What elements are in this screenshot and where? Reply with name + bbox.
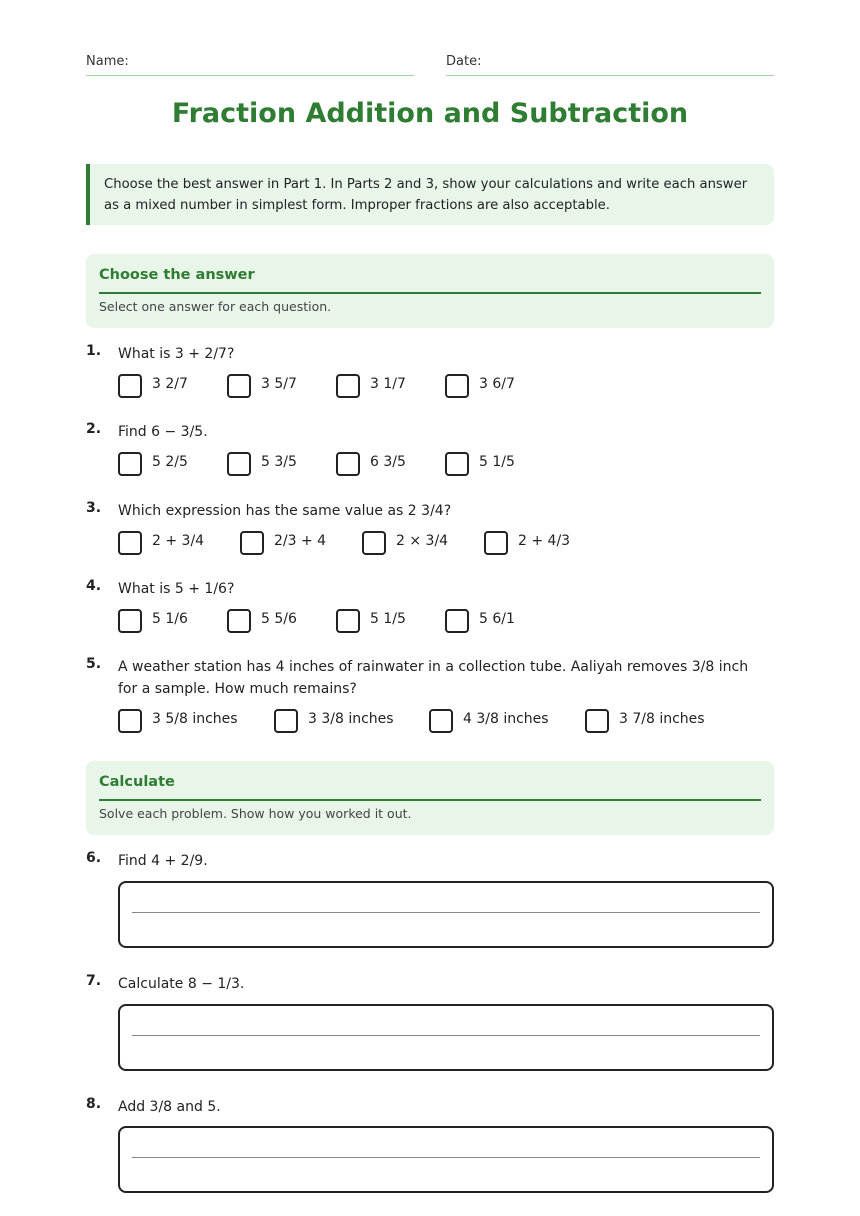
choice-label: 2 + 3/4 bbox=[152, 533, 205, 549]
checkbox[interactable] bbox=[336, 609, 360, 633]
checkbox[interactable] bbox=[445, 609, 469, 633]
checkbox[interactable] bbox=[227, 452, 251, 476]
checkbox[interactable] bbox=[336, 452, 360, 476]
question-text: Calculate 8 − 1/3. bbox=[118, 976, 245, 992]
choice-label: 3 2/7 bbox=[152, 376, 188, 392]
worksheet-title: Fraction Addition and Subtraction bbox=[171, 98, 689, 129]
section-title: Choose the answer bbox=[99, 265, 761, 294]
question-number: 2. bbox=[86, 421, 102, 437]
question-number: 1. bbox=[86, 343, 102, 359]
checkbox[interactable] bbox=[227, 374, 251, 398]
date-label: Date: bbox=[446, 54, 482, 69]
checkbox[interactable] bbox=[118, 709, 142, 733]
answer-line bbox=[132, 1157, 760, 1158]
name-field[interactable] bbox=[86, 54, 414, 76]
choice-label: 3 5/7 bbox=[261, 376, 297, 392]
choice-label: 3 5/8 inches bbox=[152, 711, 238, 727]
question-number: 7. bbox=[86, 973, 102, 989]
instructions-text: Choose the best answer in Part 1. In Parts 2 and 3, show your calculations and write each answer as a mixed number in simplest form. Improper fractions are also acceptable. bbox=[104, 177, 748, 213]
answer-box[interactable] bbox=[118, 1004, 774, 1071]
choice-label: 5 1/5 bbox=[370, 611, 406, 627]
section-header-calculate bbox=[86, 761, 774, 835]
choice-label: 5 1/5 bbox=[479, 454, 515, 470]
section-subtitle: Select one answer for each question. bbox=[99, 299, 332, 314]
question-number: 8. bbox=[86, 1096, 102, 1112]
choice-label: 4 3/8 inches bbox=[463, 711, 549, 727]
section-title: Calculate bbox=[99, 772, 761, 801]
choice-label: 2/3 + 4 bbox=[274, 533, 327, 549]
answer-box[interactable] bbox=[118, 1126, 774, 1193]
question-text: What is 3 + 2/7? bbox=[118, 346, 235, 362]
choice-label: 6 3/5 bbox=[370, 454, 406, 470]
question-text: Find 4 + 2/9. bbox=[118, 853, 208, 869]
choice-label: 5 5/6 bbox=[261, 611, 297, 627]
checkbox[interactable] bbox=[240, 531, 264, 555]
section-header-choose bbox=[86, 254, 774, 328]
checkbox[interactable] bbox=[362, 531, 386, 555]
choice-label: 5 1/6 bbox=[152, 611, 188, 627]
checkbox[interactable] bbox=[445, 452, 469, 476]
choice-label: 5 2/5 bbox=[152, 454, 188, 470]
checkbox[interactable] bbox=[118, 531, 142, 555]
choice-label: 3 6/7 bbox=[479, 376, 515, 392]
answer-line bbox=[132, 1035, 760, 1036]
question-text: A weather station has 4 inches of rainwater in a collection tube. Aaliyah removes 3/8 inch for a sample. How much remains? bbox=[118, 659, 749, 697]
instructions-box bbox=[86, 164, 774, 225]
question-number: 5. bbox=[86, 656, 102, 672]
checkbox[interactable] bbox=[585, 709, 609, 733]
checkbox[interactable] bbox=[118, 452, 142, 476]
checkbox[interactable] bbox=[118, 374, 142, 398]
checkbox[interactable] bbox=[274, 709, 298, 733]
question-text: Add 3/8 and 5. bbox=[118, 1099, 221, 1115]
question-number: 4. bbox=[86, 578, 102, 594]
answer-line bbox=[132, 912, 760, 913]
choice-label: 5 3/5 bbox=[261, 454, 297, 470]
choice-label: 5 6/1 bbox=[479, 611, 515, 627]
answer-box[interactable] bbox=[118, 881, 774, 948]
checkbox[interactable] bbox=[336, 374, 360, 398]
name-label: Name: bbox=[86, 54, 129, 69]
checkbox[interactable] bbox=[484, 531, 508, 555]
checkbox[interactable] bbox=[445, 374, 469, 398]
student-info-row bbox=[86, 54, 774, 76]
choice-label: 3 1/7 bbox=[370, 376, 406, 392]
checkbox[interactable] bbox=[118, 609, 142, 633]
checkbox[interactable] bbox=[429, 709, 453, 733]
question-text: Find 6 − 3/5. bbox=[118, 424, 208, 440]
checkbox[interactable] bbox=[227, 609, 251, 633]
date-field[interactable] bbox=[446, 54, 774, 76]
choice-label: 2 + 4/3 bbox=[518, 533, 571, 549]
question-text: Which expression has the same value as 2 3/4? bbox=[118, 503, 452, 519]
question-number: 3. bbox=[86, 500, 102, 516]
section-subtitle: Solve each problem. Show how you worked it out. bbox=[99, 806, 412, 821]
choice-label: 3 3/8 inches bbox=[308, 711, 394, 727]
question-number: 6. bbox=[86, 850, 102, 866]
choice-label: 2 × 3/4 bbox=[396, 533, 449, 549]
question-text: What is 5 + 1/6? bbox=[118, 581, 235, 597]
choice-label: 3 7/8 inches bbox=[619, 711, 705, 727]
